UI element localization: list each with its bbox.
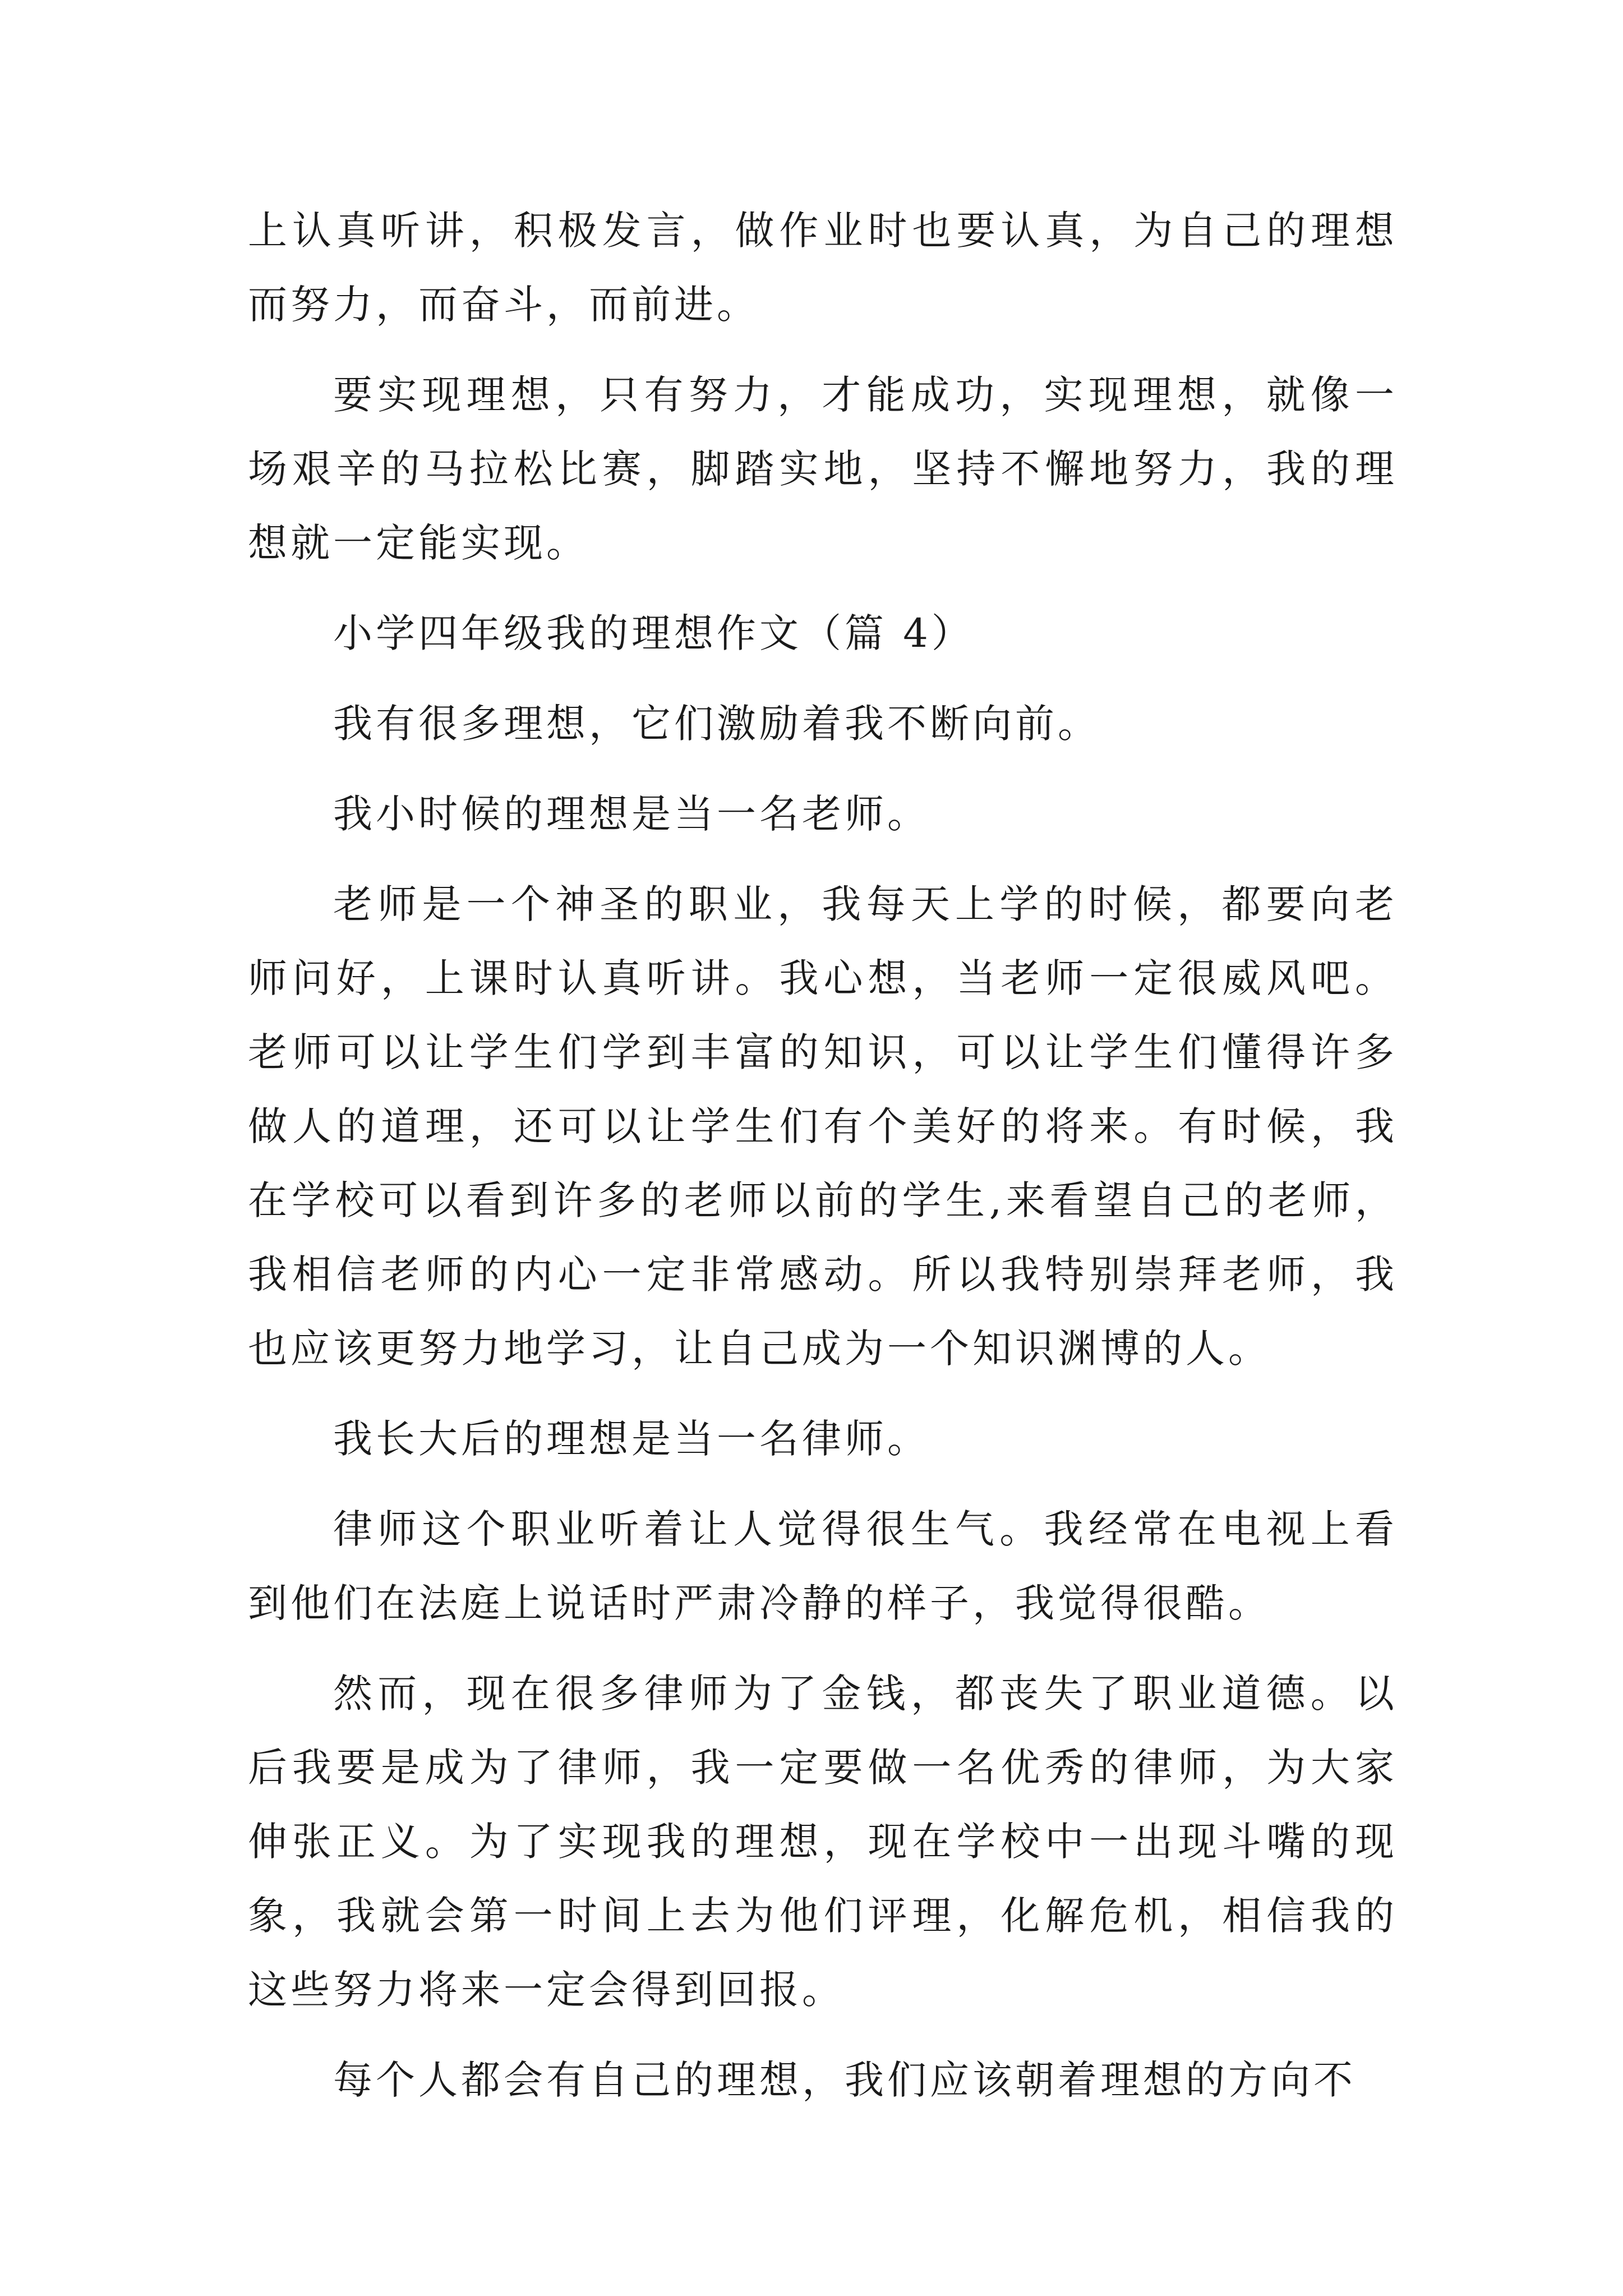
- paragraph-many-ideals: 我有很多理想，它们激励着我不断向前。: [333, 701, 1100, 747]
- paragraph-everyone-ideal: 每个人都会有自己的理想，我们应该朝着理想的方向不: [333, 2057, 1356, 2103]
- section-heading: 小学四年级我的理想作文（篇 4）: [333, 610, 974, 656]
- paragraph-justice: 然而，现在很多律师为了金钱，都丧失了职业道德。以后我要是成为了律师，我一定要做一名优秀的律师，为大家伸张正义。为了实现我的理想，现在学校中一出现斗嘴的现象，我就会第一时间上去为他们评理，化解危机，相信我的这些努力将来一定会得到回报。: [248, 1671, 1398, 2013]
- paragraph-lawyer: 律师这个职业听着让人觉得很生气。我经常在电视上看到他们在法庭上说话时严肃冷静的样子，我觉得很酷。: [248, 1506, 1398, 1626]
- paragraph-continuation: 上认真听讲，积极发言，做作业时也要认真，为自己的理想而努力，而奋斗，而前进。: [248, 208, 1398, 328]
- paragraph-childhood-ideal: 我小时候的理想是当一名老师。: [333, 791, 930, 837]
- paragraph-teacher: 老师是一个神圣的职业，我每天上学的时候，都要向老师问好，上课时认真听讲。我心想，当老师一定很威风吧。老师可以让学生们学到丰富的知识，可以让学生们懂得许多做人的道理，还可以让学生们有个美好的将来。有时候，我在学校可以看到许多的老师以前的学生,来看望自己的老师，我相信老师的内心一定非常感动。所以我特别崇拜老师，我也应该更努力地学习，让自己成为一个知识渊博的人。: [248, 881, 1398, 1372]
- paragraph-grown-ideal: 我长大后的理想是当一名律师。: [333, 1416, 930, 1462]
- body-text: [248, 194, 1398, 2117]
- paragraph-realize-ideal: 要实现理想，只有努力，才能成功，实现理想，就像一场艰辛的马拉松比赛，脚踏实地，坚持不懈地努力，我的理想就一定能实现。: [248, 372, 1398, 566]
